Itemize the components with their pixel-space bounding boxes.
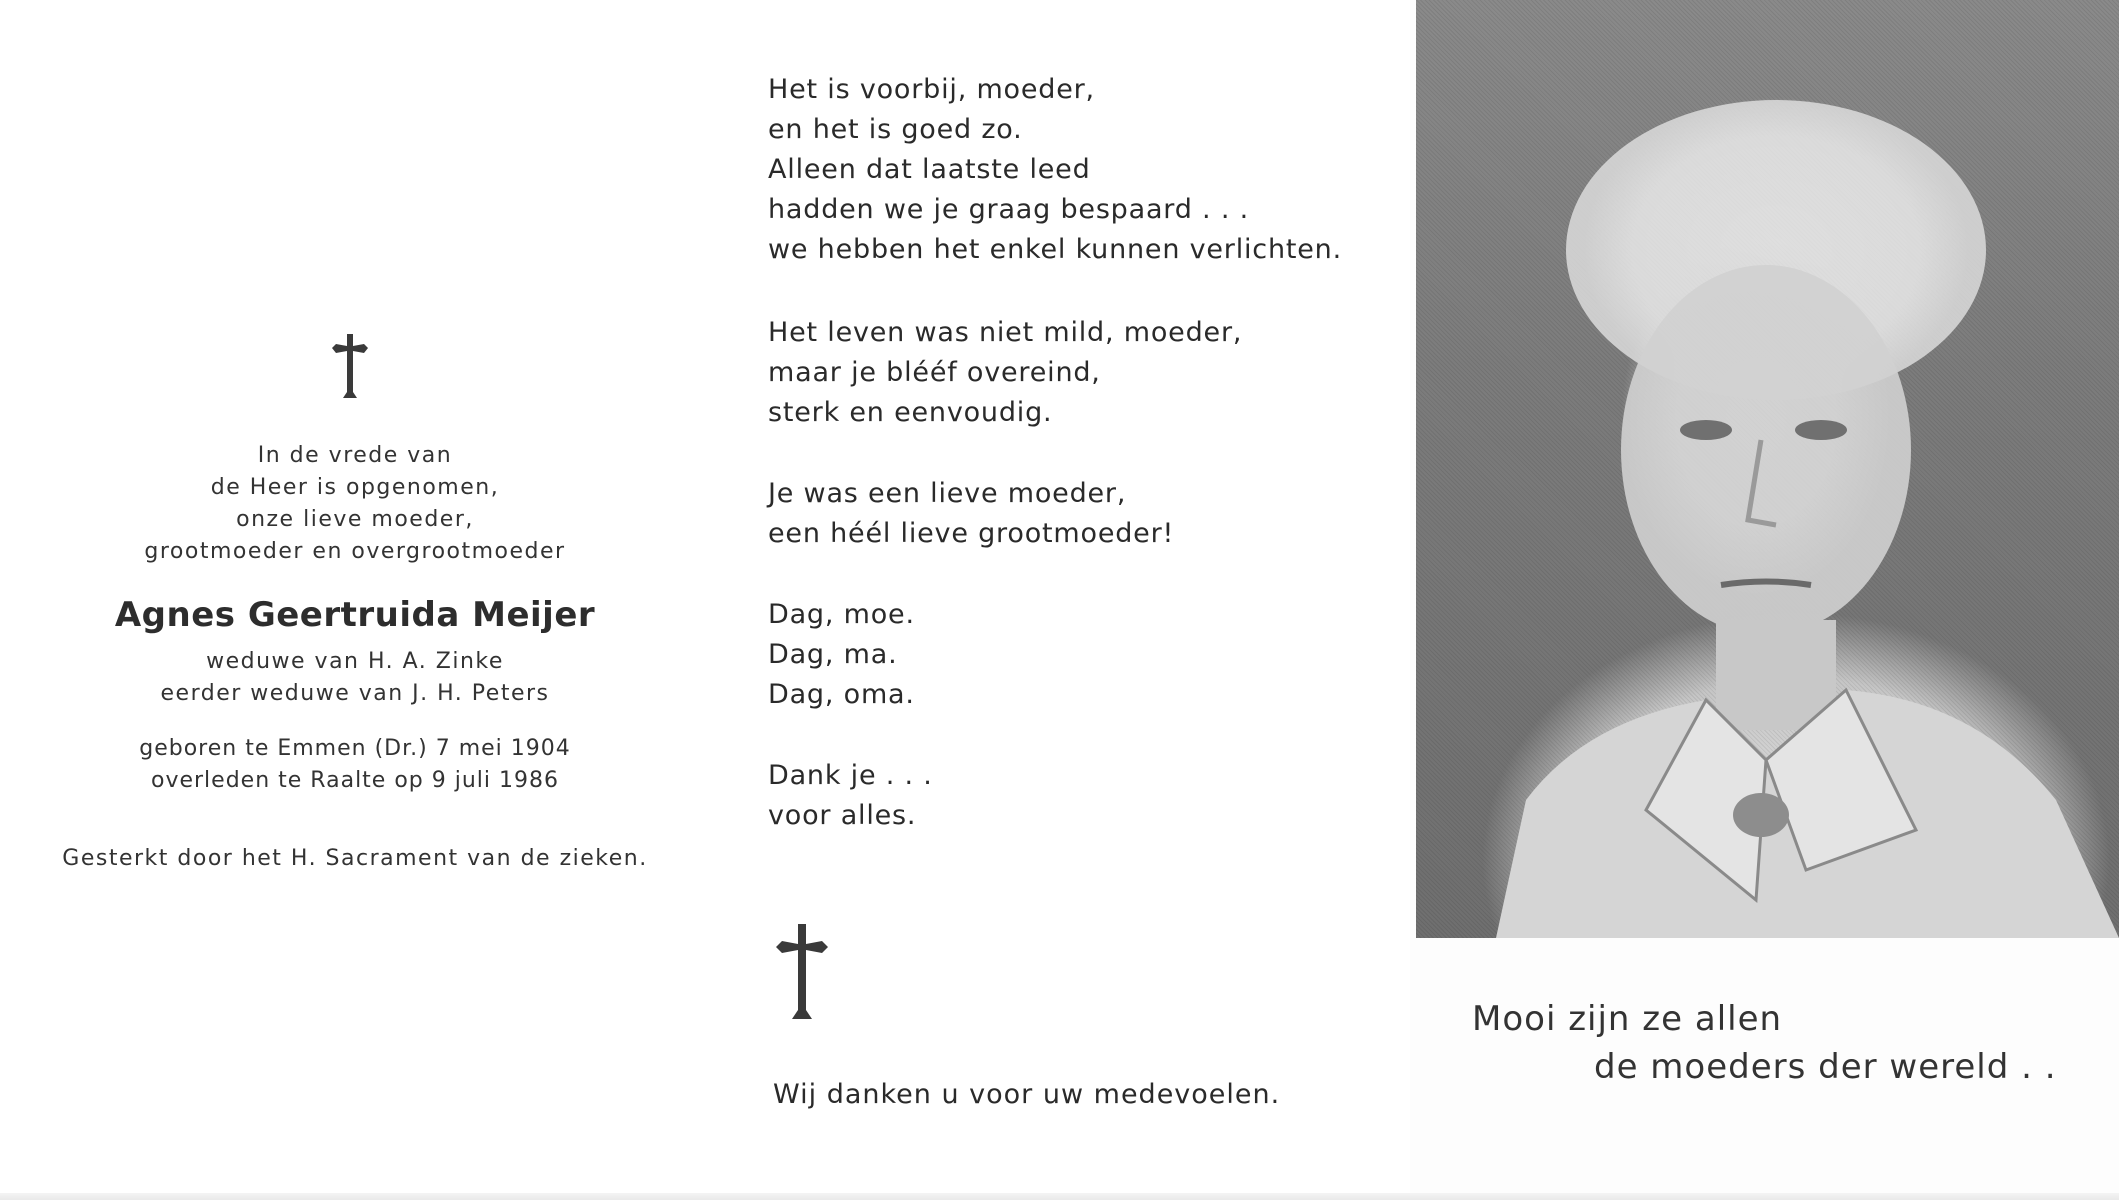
intro-line: de Heer is opgenomen, xyxy=(210,475,500,500)
widow-line: weduwe van H. A. Zinke xyxy=(206,649,504,674)
widow-line: eerder weduwe van J. H. Peters xyxy=(160,681,550,706)
poem-line: hadden we je graag bespaard . . . xyxy=(768,194,1249,225)
poem-stanza xyxy=(768,474,1174,554)
poem-stanza xyxy=(768,70,1342,270)
poem-line: Alleen dat laatste leed xyxy=(768,154,1091,185)
left-panel xyxy=(0,0,710,1200)
poem-line: Dag, ma. xyxy=(768,639,898,670)
poem-line: voor alles. xyxy=(768,800,917,831)
poem-stanza xyxy=(768,313,1242,433)
poem-line: Dank je . . . xyxy=(768,760,933,791)
portrait-sketch xyxy=(1416,0,2119,938)
poem-line: we hebben het enkel kunnen verlichten. xyxy=(768,234,1342,265)
thanks-text: Wij danken u voor uw medevoelen. xyxy=(773,1079,1281,1110)
life-dates xyxy=(0,733,710,797)
intro-line: In de vrede van xyxy=(257,443,453,468)
portrait-photo xyxy=(1416,0,2119,938)
poem-line: Het is voorbij, moeder, xyxy=(768,74,1095,105)
poem-line: een héél lieve grootmoeder! xyxy=(768,518,1175,549)
sacrament-text: Gesterkt door het H. Sacrament van de zieken. xyxy=(62,846,648,871)
poem-line: Dag, moe. xyxy=(768,599,915,630)
caption-line: de moeders der wereld . . xyxy=(1594,1047,2057,1087)
death-line: overleden te Raalte op 9 juli 1986 xyxy=(151,768,559,793)
poem-stanza xyxy=(768,595,915,715)
intro-text xyxy=(0,440,710,568)
birth-line: geboren te Emmen (Dr.) 7 mei 1904 xyxy=(139,736,571,761)
deceased-name: Agnes Geertruida Meijer xyxy=(114,595,596,635)
poem-line: Het leven was niet mild, moeder, xyxy=(768,317,1243,348)
widow-info xyxy=(0,646,710,710)
poem-line: sterk en eenvoudig. xyxy=(768,397,1053,428)
poem-line: Dag, oma. xyxy=(768,679,915,710)
caption-text xyxy=(1472,995,2057,1091)
intro-line: grootmoeder en overgrootmoeder xyxy=(144,539,566,564)
poem-stanza xyxy=(768,756,933,836)
cross-icon xyxy=(330,332,370,400)
poem-line: en het is goed zo. xyxy=(768,114,1023,145)
poem-line: maar je blééf overeind, xyxy=(768,357,1101,388)
cross-icon xyxy=(774,922,830,1022)
card-edge xyxy=(0,1193,2119,1200)
intro-line: onze lieve moeder, xyxy=(236,507,474,532)
caption-line: Mooi zijn ze allen xyxy=(1472,999,1783,1039)
poem-line: Je was een lieve moeder, xyxy=(768,478,1127,509)
